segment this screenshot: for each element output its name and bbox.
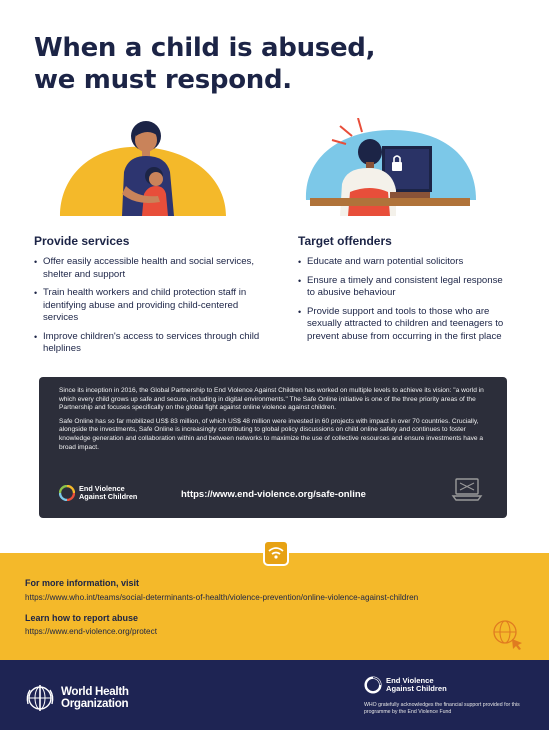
list-item: • Improve children's access to services through child helplines <box>34 331 264 356</box>
provide-services-list <box>34 256 264 356</box>
target-offenders-section <box>298 234 513 349</box>
end-violence-emblem-icon <box>59 485 75 501</box>
footer-end-violence-logo <box>364 676 447 694</box>
target-offenders-list <box>298 256 513 343</box>
logo-line-1: End Violence <box>79 484 125 493</box>
safe-online-paragraph-2: Safe Online has so far mobilized US$ 83 million, of which US$ 48 million were invested in 60 projects with impact in over 70 countries. Crucially, alongside the investments, Safe Online is increasingly contributing to global policy discussions on child online safety and continues to foster knowledge generation and collaboration within and between networks to maximize the use of collective resources and ensure investments have a broad impact. <box>59 417 484 451</box>
wifi-badge <box>263 540 289 566</box>
who-line-1: World Health <box>61 685 129 698</box>
more-info-heading: For more information, visit <box>25 578 140 588</box>
list-item: • Offer easily accessible health and social services, shelter and support <box>34 256 264 281</box>
list-item: • Train health workers and child protection staff in identifying abuse and providing child-centered services <box>34 287 264 325</box>
logo-line-2: Against Children <box>79 492 138 501</box>
safe-online-paragraph-1: Since its inception in 2016, the Global Partnership to End Violence Against Children has worked on multiple levels to achieve its vision: "a world in which every child grows up safe and secure, including in digital environments." The Safe Online initiative is one of the three priority areas of the Partnership and focuses specifically on the global fight against online violence against children. <box>59 387 484 412</box>
globe-cursor-icon <box>488 615 526 653</box>
provide-services-section <box>34 234 264 362</box>
acknowledgement-text: WHO gratefully acknowledges the financial support provided for this programme by the End Violence Fund <box>364 702 520 715</box>
list-item: • Ensure a timely and consistent legal response to abusive behaviour <box>298 275 513 300</box>
laptop-icon <box>451 473 483 505</box>
end-violence-logo <box>59 485 137 501</box>
who-line-2: Organization <box>61 697 129 710</box>
ev-line-1: End Violence <box>386 675 434 685</box>
offender-at-computer-illustration <box>300 118 478 216</box>
title-line-2: we must respond. <box>34 65 292 95</box>
target-offenders-heading: Target offenders <box>298 234 392 248</box>
list-item: • Provide support and tools to those who are sexually attracted to children and teenagers to prevent abuse from occurring in the first place <box>298 306 513 344</box>
report-abuse-heading: Learn how to report abuse <box>25 613 139 623</box>
list-item: • Educate and warn potential solicitors <box>298 256 513 269</box>
title-line-1: When a child is abused, <box>34 33 376 63</box>
who-logo <box>24 682 129 714</box>
safe-online-link[interactable]: https://www.end-violence.org/safe-online <box>181 489 366 500</box>
wifi-icon <box>265 542 287 564</box>
page-title <box>34 32 524 96</box>
safe-online-info-box <box>39 377 507 518</box>
more-info-section <box>0 553 549 660</box>
end-violence-emblem-icon <box>364 676 382 694</box>
parent-child-illustration <box>58 112 228 216</box>
more-info-link[interactable]: https://www.who.int/teams/social-determinants-of-health/violence-prevention/online-violence-against-children <box>25 593 419 602</box>
ev-line-2: Against Children <box>386 684 447 693</box>
provide-services-heading: Provide services <box>34 234 130 248</box>
who-emblem-icon <box>24 682 56 714</box>
footer <box>0 660 549 730</box>
report-abuse-link[interactable]: https://www.end-violence.org/protect <box>25 627 157 636</box>
